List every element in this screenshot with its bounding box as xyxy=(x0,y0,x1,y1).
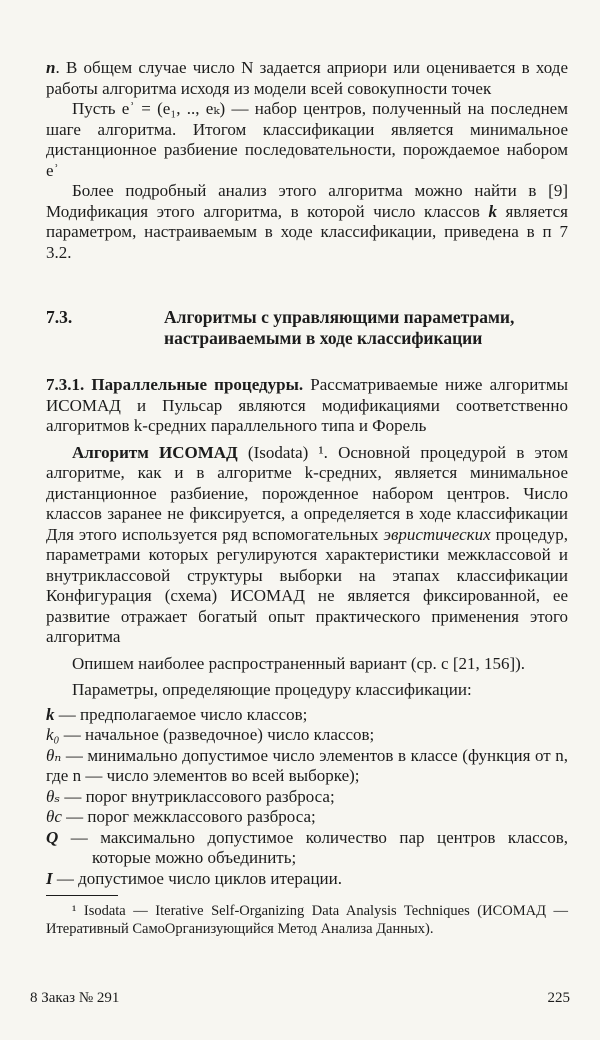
param-item xyxy=(46,828,568,869)
param-description: — допустимое число циклов итерации. xyxy=(52,868,343,888)
parameter-list xyxy=(46,705,568,890)
param-description: — начальное (разведочное) число классов; xyxy=(59,725,375,744)
param-description: — порог межклассового разброса; xyxy=(61,807,316,826)
variable-k: k xyxy=(488,201,497,221)
intro-paragraph-2: Пусть eʾ = (e₁, .., eₖ) — набор центров, полученный на последнем шаге алгоритма. Итогом классификации является минимальное дистанционное разбиение последовательности, порождаемое набором eʾ xyxy=(46,99,568,180)
param-symbol: θc xyxy=(46,807,62,826)
page-footer xyxy=(30,990,570,1007)
param-item xyxy=(46,869,568,890)
algorithm-text-b: процедур, параметрами которых регулируются характеристики межклассовой и внутриклассовой структуры выборки на этапах классификации Конфигурация (схема) ИСОМАД не является фиксированной, ее развитие отражает богатый опыт практического применения этого алгоритма xyxy=(46,524,568,646)
section-title: Алгоритмы с управляющими параметрами, настраиваемыми в ходе классификации xyxy=(164,307,515,348)
section-number: 7.3. xyxy=(46,307,73,327)
intro-text-3a: Более подробный анализ этого алгоритма можно найти в [9] Модификация этого алгоритма, в которой число классов xyxy=(46,181,568,221)
param-symbol: I xyxy=(46,868,53,888)
page-number: 225 xyxy=(547,990,570,1006)
document-page xyxy=(46,58,568,938)
intro-paragraph-1 xyxy=(46,58,568,99)
print-order-mark: 8 Заказ № 291 xyxy=(30,990,120,1006)
subsection-paragraph xyxy=(46,375,568,437)
param-symbol: k xyxy=(46,704,55,724)
param-description: — максимально допустимое количество пар центров классов, которые можно объединить; xyxy=(58,827,568,867)
param-item xyxy=(46,787,568,808)
param-item xyxy=(46,705,568,726)
subsection-text: Рассматриваемые ниже алгоритмы ИСОМАД и Пульсар являются модификациями соответственно алгоритмов k-средних параллельного типа и Форель xyxy=(46,375,569,435)
param-item xyxy=(46,725,568,746)
param-description: — минимально допустимое число элементов в классе (функция от n, где n — число элементов во всей выборке); xyxy=(46,745,568,785)
algorithm-name-suffix: (Isodata) ¹. xyxy=(237,442,328,462)
param-item xyxy=(46,807,568,828)
intro-paragraph-3 xyxy=(46,181,568,263)
param-description: — порог внутриклассового разброса; xyxy=(60,786,335,806)
intro-text-1: . В общем случае число N задается априори или оценивается в ходе работы алгоритма исходя из модели всей совокупности точек xyxy=(46,58,568,98)
subsection-title: 7.3.1. Параллельные процедуры. xyxy=(46,375,304,394)
param-symbol: θₙ xyxy=(46,745,62,765)
intro-text-3b: является параметром, настраиваемым в ходе классификации, приведена в п 7 3.2. xyxy=(46,201,568,262)
param-item xyxy=(46,746,568,787)
param-symbol: θₛ xyxy=(46,786,61,806)
param-symbol: Q xyxy=(46,827,59,847)
footnote-divider xyxy=(46,895,118,896)
footnote: ¹ Isodata — Iterative Self-Organizing Data Analysis Techniques (ИСОМАД — Итеративный СамоОрганизующийся Метод Анализа Данных). xyxy=(46,903,568,937)
algorithm-name: Алгоритм ИСОМАД xyxy=(72,442,238,462)
section-heading xyxy=(46,307,568,349)
param-description: — предполагаемое число классов; xyxy=(54,704,308,724)
param-symbol: k₀ xyxy=(46,725,60,744)
params-intro: Параметры, определяющие процедуру классификации: xyxy=(72,680,472,699)
algorithm-italic-word: эвристических xyxy=(383,524,491,544)
algorithm-text-a: Основной процедурой в этом алгоритме, как и в алгоритме k-средних, является минимальное дистанционное разбиение, порожденное набором центров. Число классов заранее не фиксируется, а определяется в ходе классификации Для этого используется ряд вспомогательных xyxy=(46,442,568,544)
variant-paragraph: Опишем наиболее распространенный вариант (ср. с [21, 156]). xyxy=(72,653,526,673)
variable-n: n xyxy=(46,58,56,77)
algorithm-paragraph xyxy=(46,443,568,648)
